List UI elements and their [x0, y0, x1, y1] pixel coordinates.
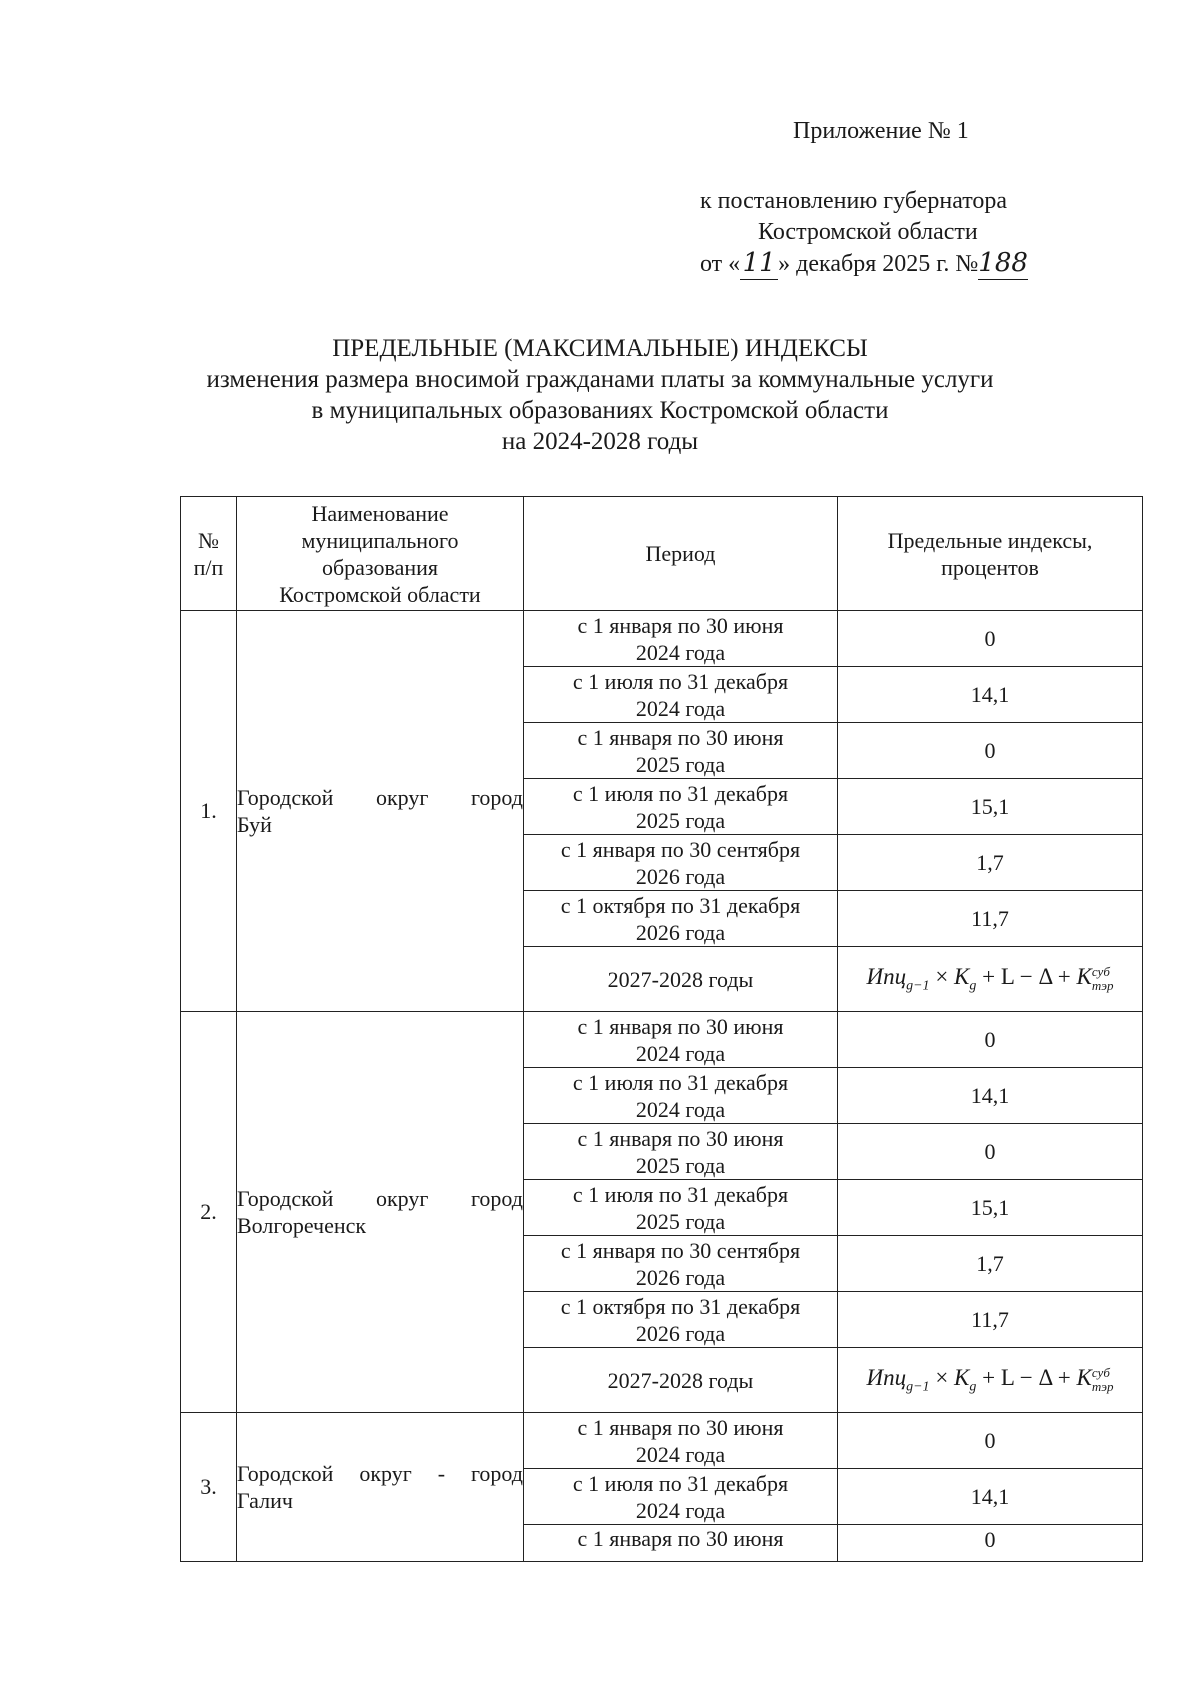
header-number-line-1: № — [198, 527, 219, 553]
decree-number-handwritten: 188 — [978, 248, 1028, 278]
period-line-1: с 1 июля по 31 декабря — [572, 668, 789, 694]
period-cell — [524, 723, 838, 779]
period-line-2: 2026 года — [635, 1264, 726, 1290]
period-line-1: с 1 июля по 31 декабря — [572, 780, 789, 806]
title-line-2: изменения размера вносимой гражданами платы за коммунальные услуги — [206, 366, 994, 393]
period-line-1: 2027-2028 годы — [607, 1367, 754, 1393]
index-value: 1,7 — [838, 1236, 1143, 1292]
period-line-2: 2024 года — [635, 695, 726, 721]
index-value: 0 — [838, 1525, 1143, 1562]
header-index — [838, 497, 1143, 611]
index-value: 14,1 — [838, 1068, 1143, 1124]
decree-reference — [700, 186, 1100, 280]
index-value: 11,7 — [838, 1292, 1143, 1348]
index-value: 11,7 — [838, 891, 1143, 947]
title-line-4: на 2024-2028 годы — [501, 428, 699, 455]
municipality-name-line-2: Буй — [237, 812, 272, 837]
municipality-name-line-1: Городской округ город — [237, 1186, 523, 1211]
decree-line-1: к постановлению губернатора — [700, 188, 1008, 214]
formula-part: K — [954, 1364, 970, 1390]
period-line-1: 2027-2028 годы — [607, 966, 754, 992]
period-line-1: с 1 января по 30 июня — [577, 724, 784, 750]
index-value: 15,1 — [838, 779, 1143, 835]
index-value: 1,7 — [838, 835, 1143, 891]
period-cell — [524, 1124, 838, 1180]
period-line-1: с 1 июля по 31 декабря — [572, 1069, 789, 1095]
period-line-2: 2026 года — [635, 1320, 726, 1346]
decree-month-year: » декабря 2025 г. № — [778, 251, 979, 277]
period-line-2: 2025 года — [635, 751, 726, 777]
header-number-line-2: п/п — [193, 554, 224, 580]
municipality-name-line-2: Галич — [237, 1488, 293, 1513]
municipality-name-line-1: Городской округ город — [237, 785, 523, 810]
period-line-1: с 1 января по 30 июня — [577, 1414, 784, 1440]
period-cell — [524, 1469, 838, 1525]
municipality-name-line-1: Городской округ - город — [237, 1461, 523, 1486]
formula-part: Ипц — [866, 963, 907, 989]
index-formula — [838, 1348, 1143, 1413]
formula-supsub — [1092, 1366, 1114, 1394]
document-title — [140, 333, 1060, 457]
formula-part: + L − Δ + — [976, 963, 1077, 989]
header-municipality — [237, 497, 524, 611]
period-cell — [524, 1292, 838, 1348]
period-cell — [524, 611, 838, 667]
period-cell — [524, 779, 838, 835]
period-cell — [524, 891, 838, 947]
formula-part: K — [1076, 963, 1092, 989]
period-line-2: 2024 года — [635, 1497, 726, 1523]
header-number — [181, 497, 237, 611]
header-name-line-4: Костромской области — [279, 581, 481, 607]
decree-from: от « — [700, 251, 741, 277]
period-cell — [524, 1012, 838, 1068]
period-line-1: с 1 октября по 31 декабря — [560, 892, 801, 918]
period-cell — [524, 1180, 838, 1236]
formula-part: g — [969, 1379, 977, 1395]
formula-expression — [866, 963, 1114, 994]
row-number: 3. — [181, 1413, 237, 1562]
table-row — [181, 611, 1143, 667]
row-number: 1. — [181, 611, 237, 1012]
formula-superscript: суб — [1091, 963, 1110, 979]
formula-part: g−1 — [906, 1379, 930, 1395]
formula-part: × — [929, 963, 955, 989]
formula-part: K — [954, 963, 970, 989]
period-cell — [524, 1068, 838, 1124]
municipality-name — [237, 1413, 524, 1562]
formula-supsub — [1092, 965, 1114, 993]
period-line-2: 2026 года — [635, 919, 726, 945]
period-line-1: с 1 октября по 31 декабря — [560, 1293, 801, 1319]
header-name-line-1: Наименование — [311, 500, 449, 526]
period-line-2: 2024 года — [635, 639, 726, 665]
header-index-line-1: Предельные индексы, — [887, 527, 1093, 553]
header-period: Период — [524, 497, 838, 611]
formula-part: + L − Δ + — [976, 1364, 1077, 1390]
period-cell — [524, 1525, 838, 1562]
header-index-line-2: процентов — [941, 554, 1039, 580]
index-value: 14,1 — [838, 1469, 1143, 1525]
period-line-1: с 1 июля по 31 декабря — [572, 1181, 789, 1207]
period-line-2: 2024 года — [635, 1040, 726, 1066]
period-line-1: с 1 января по 30 сентября — [560, 1237, 801, 1263]
header-name-line-3: образования — [321, 554, 439, 580]
period-line-1: с 1 января по 30 июня — [577, 1013, 784, 1039]
index-formula — [838, 947, 1143, 1012]
period-cell — [524, 947, 838, 1012]
decree-line-3 — [700, 248, 1100, 280]
table-row — [181, 1012, 1143, 1068]
municipality-name — [237, 1012, 524, 1413]
table-row — [181, 1413, 1143, 1469]
formula-part: × — [929, 1364, 955, 1390]
period-cell — [524, 1236, 838, 1292]
period-line-2: 2024 года — [635, 1096, 726, 1122]
period-line-1: с 1 января по 30 сентября — [560, 836, 801, 862]
period-line-2: 2024 года — [635, 1441, 726, 1467]
period-cell — [524, 1348, 838, 1413]
period-cell — [524, 1413, 838, 1469]
formula-part: K — [1076, 1364, 1092, 1390]
index-value: 0 — [838, 1413, 1143, 1469]
formula-part: Ипц — [866, 1364, 907, 1390]
period-line-1: с 1 января по 30 июня — [577, 612, 784, 638]
municipality-name — [237, 611, 524, 1012]
formula-part: g — [969, 978, 977, 994]
table-body — [181, 611, 1143, 1562]
index-value: 0 — [838, 723, 1143, 779]
indices-table — [180, 496, 1143, 1562]
index-value: 15,1 — [838, 1180, 1143, 1236]
index-value: 14,1 — [838, 667, 1143, 723]
period-line-2: 2026 года — [635, 863, 726, 889]
period-line-2: 2025 года — [635, 1152, 726, 1178]
period-line-2: 2025 года — [635, 807, 726, 833]
formula-subscript: тэр — [1091, 1378, 1114, 1394]
decree-line-2: Костромской области — [758, 219, 978, 245]
formula-expression — [866, 1364, 1114, 1395]
header-name-line-2: муниципального — [301, 527, 459, 553]
index-value: 0 — [838, 1124, 1143, 1180]
index-value: 0 — [838, 611, 1143, 667]
title-line-3: в муниципальных образованиях Костромской области — [311, 397, 889, 424]
annex-label: Приложение № 1 — [793, 118, 969, 144]
row-number: 2. — [181, 1012, 237, 1413]
period-cell — [524, 667, 838, 723]
formula-superscript: суб — [1091, 1364, 1110, 1380]
decree-day-handwritten: 11 — [740, 248, 778, 280]
municipality-name-line-2: Волгореченск — [237, 1213, 367, 1238]
period-line-1: с 1 января по 30 июня — [577, 1125, 784, 1151]
period-line-2: 2025 года — [635, 1208, 726, 1234]
formula-subscript: тэр — [1091, 977, 1114, 993]
formula-part: g−1 — [906, 978, 930, 994]
table-header-row — [181, 497, 1143, 611]
title-line-1: ПРЕДЕЛЬНЫЕ (МАКСИМАЛЬНЫЕ) ИНДЕКСЫ — [332, 335, 868, 362]
index-value: 0 — [838, 1012, 1143, 1068]
period-cell — [524, 835, 838, 891]
period-line-1: с 1 июля по 31 декабря — [572, 1470, 789, 1496]
period-line-1: с 1 января по 30 июня — [577, 1526, 784, 1551]
